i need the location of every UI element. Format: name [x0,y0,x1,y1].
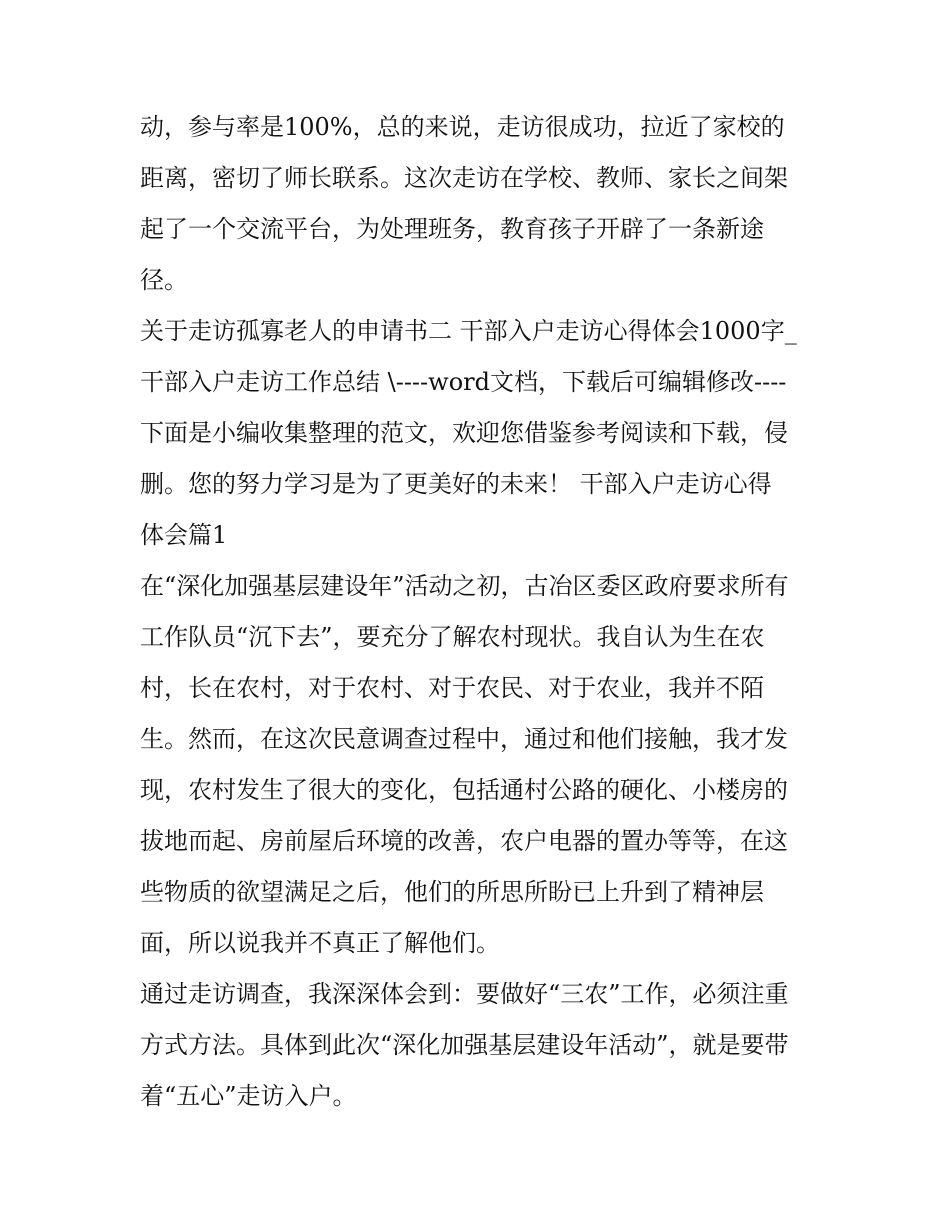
text-line: 距离，密切了师长联系。这次走访在学校、教师、家长之间架 [140,164,788,192]
text-line: 下面是小编收集整理的范文，欢迎您借鉴参考阅读和下载，侵 [140,419,788,447]
document-body [140,102,812,1122]
text-line: 拔地而起、房前屋后环境的改善，农户电器的置办等等，在这 [140,827,788,855]
text-line: 生。然而，在这次民意调查过程中，通过和他们接触，我才发 [140,725,788,753]
text-line: 工作队员“沉下去”，要充分了解农村现状。我自认为生在农 [140,623,765,651]
text-line: 村，长在农村，对于农村、对于农民、对于农业，我并不陌 [140,674,764,702]
paragraph-4 [140,969,812,1122]
text-line: 些物质的欲望满足之后，他们的所思所盼已上升到了精神层 [140,878,764,906]
paragraph-1 [140,102,812,306]
text-line: 删。您的努力学习是为了更美好的未来！ 干部入户走访心得 [140,470,772,498]
text-line: 干部入户走访工作总结 \----word文档，下载后可编辑修改---- [140,368,787,396]
text-line: 动，参与率是100%，总的来说，走访很成功，拉近了家校的 [140,113,785,141]
text-line: 着“五心”走访入户。 [140,1082,357,1110]
text-line: 径。 [140,266,188,294]
text-line: 面，所以说我并不真正了解他们。 [140,929,500,957]
text-line: 体会篇1 [140,521,228,549]
text-line: 在“深化加强基层建设年”活动之初，古冶区委区政府要求所有 [140,572,789,600]
text-line: 关于走访孤寡老人的申请书二 干部入户走访心得体会1000字_ [140,317,797,345]
text-line: 通过走访调查，我深深体会到：要做好“三农”工作，必须注重 [140,980,789,1008]
text-line: 方式方法。具体到此次“深化加强基层建设年活动”，就是要带 [140,1031,789,1059]
text-line: 起了一个交流平台，为处理班务，教育孩子开辟了一条新途 [140,215,764,243]
text-line: 现，农村发生了很大的变化，包括通村公路的硬化、小楼房的 [140,776,788,804]
paragraph-3 [140,561,812,969]
paragraph-2 [140,306,812,561]
